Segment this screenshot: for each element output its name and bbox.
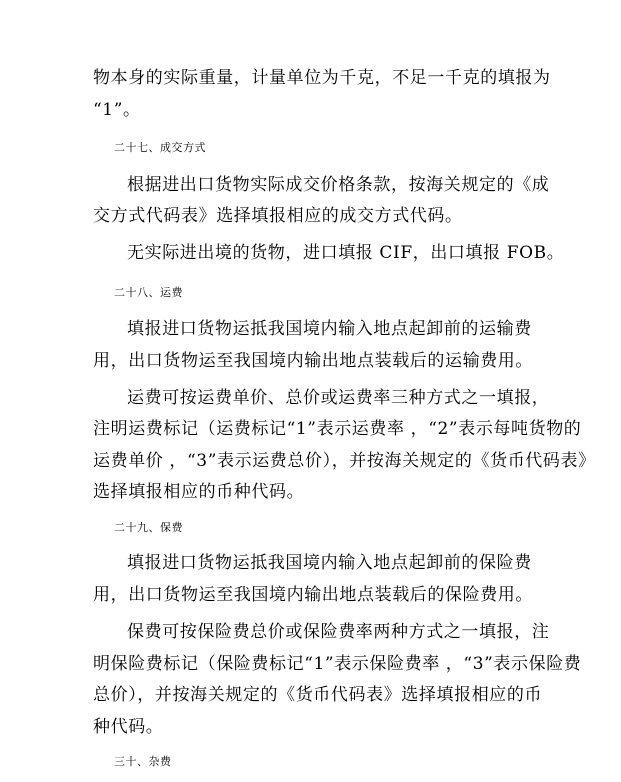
body-line: 物本身的实际重量，计量单位为千克，不足一千克的填报为 xyxy=(93,68,551,88)
body-line: 保费可按保险费总价或保险费率两种方式之一填报，注 xyxy=(127,622,550,642)
body-line: 注明运费标记（运费标记“1”表示运费率 ，“2”表示每吨货物的 xyxy=(93,419,582,439)
body-line: 交方式代码表》选择填报相应的成交方式代码。 xyxy=(93,206,463,226)
section-heading-30: 三十、杂费 xyxy=(114,755,172,768)
section-heading-29: 二十九、保费 xyxy=(114,521,183,534)
body-line: 选择填报相应的币种代码。 xyxy=(93,482,305,502)
body-line: 用，出口货物运至我国境内输出地点装载后的运输费用。 xyxy=(93,351,533,371)
section-heading-28: 二十八、运费 xyxy=(114,286,183,299)
section-heading-27: 二十七、成交方式 xyxy=(114,141,206,154)
body-line: 填报进口货物运抵我国境内输入地点起卸前的保险费 xyxy=(127,553,532,573)
body-line: “1”。 xyxy=(93,100,141,120)
body-line: 运费可按运费单价、总价或运费率三种方式之一填报， xyxy=(127,388,550,408)
body-line: 用，出口货物运至我国境内输出地点装载后的保险费用。 xyxy=(93,585,533,605)
body-line: 总价），并按海关规定的《货币代码表》选择填报相应的币 xyxy=(93,685,543,705)
body-line: 种代码。 xyxy=(93,717,164,737)
body-line: 明保险费标记（保险费标记“1”表示保险费率 ，“3”表示保险费 xyxy=(93,654,582,674)
body-line: 运费单价 ，“3”表示运费总价），并按海关规定的《货币代码表》 xyxy=(93,451,596,471)
body-line: 无实际进出境的货物，进口填报 CIF，出口填报 FOB。 xyxy=(127,243,565,263)
body-line: 填报进口货物运抵我国境内输入地点起卸前的运输费 xyxy=(127,319,532,339)
body-line: 根据进出口货物实际成交价格条款，按海关规定的《成 xyxy=(127,175,550,195)
